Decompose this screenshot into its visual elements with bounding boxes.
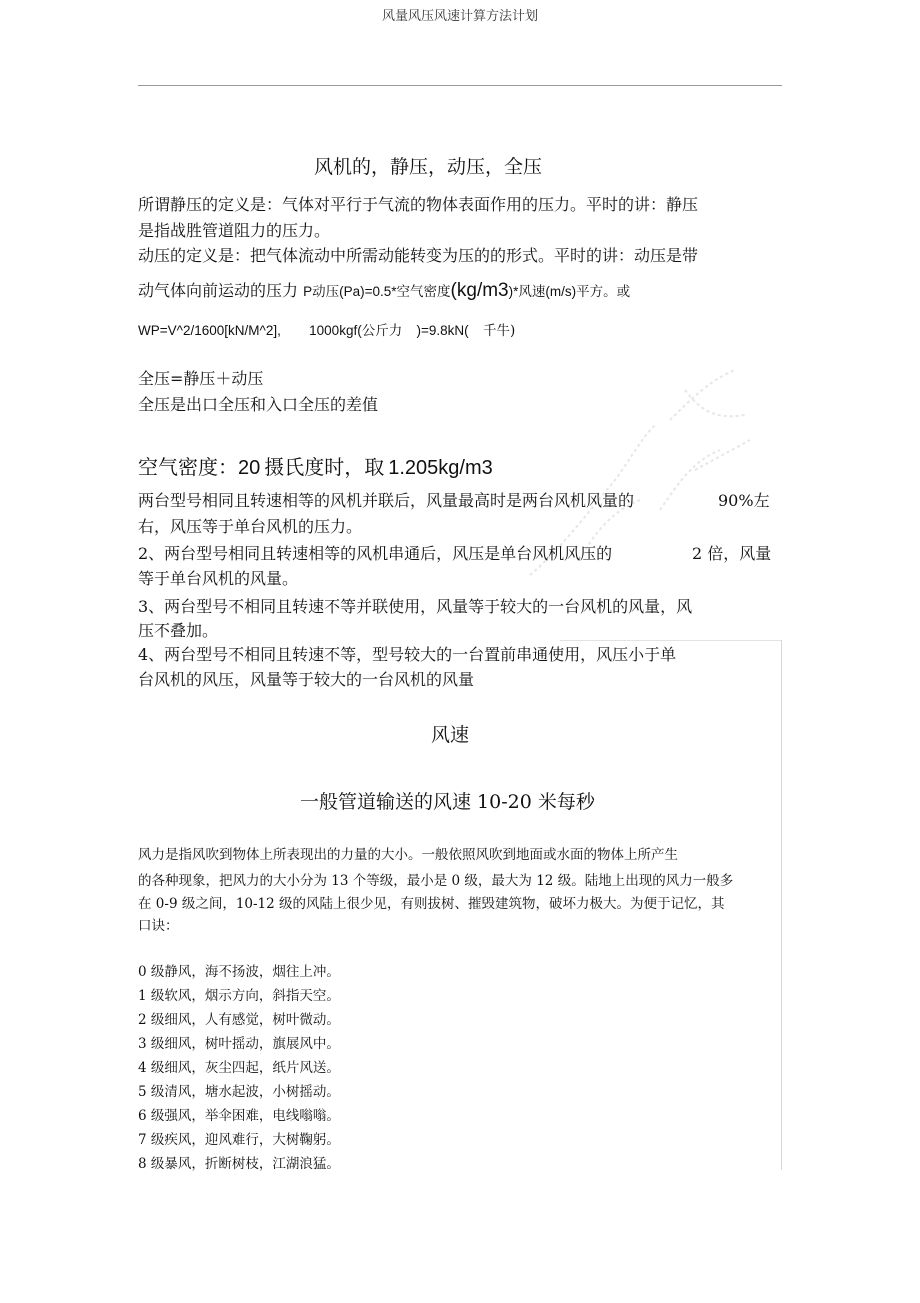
- dynamic-formula-text-e: 空气密度: [396, 284, 451, 300]
- wind-level-1: 1 级软风，烟示方向，斜指天空。: [138, 988, 340, 1004]
- air-density-text-a: 空气密度：: [138, 455, 238, 479]
- wind-level-4: 4 级细风，灰尘四起，纸片风送。: [138, 1060, 340, 1076]
- section-title-wind-speed: 风速: [431, 724, 470, 746]
- air-density-text-c: 摄氏度时，取: [264, 455, 385, 479]
- dynamic-formula-text-b: P: [303, 284, 313, 299]
- fan-rule-4-line1: 4、两台型号不相同且转速不等，型号较大的一台置前串通使用，风压小于单: [138, 645, 677, 664]
- dynamic-formula-text-c: 动压: [312, 284, 340, 300]
- document-header: 风量风压风速计算方法计划: [381, 9, 538, 24]
- total-pressure-diff: 全压是出口全压和入口全压的差值: [138, 395, 379, 414]
- dynamic-formula-text-h: 风速: [518, 284, 546, 300]
- section-title-pressure: 风机的，静压，动压，全压: [314, 156, 543, 178]
- dynamic-formula-text-j: 平方。或: [576, 284, 631, 300]
- air-density-text-b: 20: [238, 457, 261, 479]
- fan-rule-4-line2: 台风机的风压，风量等于较大的一台风机的风量: [138, 670, 475, 689]
- formula-text-b: 1000kgf(: [309, 323, 362, 338]
- wind-level-8: 8 级暴风，折断树枝，江湖浪猛。: [138, 1156, 340, 1172]
- dynamic-formula-text-i: (m/s): [545, 284, 577, 299]
- wind-force-para-line1: 风力是指风吹到物体上所表现出的力量的大小。一般依照风吹到地面或水面的物体上所产生: [138, 847, 678, 863]
- formula-text-a: WP=V^2/1600[kN/M^2],: [138, 323, 281, 338]
- dynamic-formula-text-d: (Pa)=0.5*: [339, 284, 397, 299]
- air-density-heading: [138, 451, 493, 480]
- dynamic-formula-text-a: 动气体向前运动的压力: [138, 281, 299, 300]
- fan-rule-2-line1a: 2、两台型号相同且转速相等的风机串通后，风压是单台风机风压的: [138, 544, 613, 563]
- wind-speed-subtitle: 一般管道输送的风速 10-20 米每秒: [300, 791, 595, 813]
- static-pressure-def-line1: 所谓静压的定义是：气体对平行于气流的物体表面作用的压力。平时的讲：静压: [138, 195, 699, 214]
- dynamic-pressure-formula-line: [138, 278, 630, 302]
- wind-pressure-formula-line: [138, 319, 515, 339]
- dynamic-formula-text-f: (kg/m3: [450, 280, 509, 301]
- header-rule: [138, 85, 782, 86]
- wind-level-5: 5 级清风，塘水起波，小树摇动。: [138, 1084, 340, 1100]
- fan-rule-3-line2: 压不叠加。: [138, 621, 219, 640]
- fan-rule-1-line1b: 90%左: [718, 491, 770, 510]
- fan-rule-2-line2: 等于单台风机的风量。: [138, 569, 299, 588]
- static-pressure-def-line2: 是指战胜管道阻力的压力。: [138, 221, 331, 240]
- wind-force-para-line4: 口诀：: [138, 918, 179, 934]
- wind-level-0: 0 级静风，海不扬波，烟往上冲。: [138, 964, 340, 980]
- wind-force-para-line3: 在 0-9 级之间，10-12 级的风陆上很少见，有则拔树、摧毁建筑物，破坏力极大。为便于记忆，其: [138, 896, 725, 912]
- total-pressure-def: 全压=静压＋动压: [138, 369, 264, 388]
- frame-top-line: [560, 640, 781, 641]
- formula-text-d: )=9.8kN(: [416, 323, 469, 338]
- fan-rule-1-line2: 右，风压等于单台风机的压力。: [138, 517, 363, 536]
- formula-text-e: 千牛): [482, 323, 516, 339]
- frame-right-line: [781, 640, 782, 1170]
- fan-rule-2-line1b: 2 倍，风量: [692, 544, 772, 563]
- wind-level-2: 2 级细风，人有感觉，树叶微动。: [138, 1012, 340, 1028]
- fan-rule-3-line1: 3、两台型号不相同且转速不等并联使用，风量等于较大的一台风机的风量，风: [138, 597, 693, 616]
- dynamic-pressure-def-line1: 动压的定义是：把气体流动中所需动能转变为压的的形式。平时的讲：动压是带: [138, 246, 699, 265]
- wind-level-7: 7 级疾风，迎风难行，大树鞠躬。: [138, 1132, 340, 1148]
- wind-level-3: 3 级细风，树叶摇动，旗展风中。: [138, 1036, 340, 1052]
- wind-force-para-line2: 的各种现象，把风力的大小分为 13 个等级，最小是 0 级，最大为 12 级。陆地上出现的风力一般多: [138, 873, 734, 889]
- dynamic-formula-text-g: )*: [508, 284, 519, 299]
- fan-rule-1-line1a: 两台型号相同且转速相等的风机并联后，风量最高时是两台风机风量的: [138, 491, 635, 510]
- air-density-text-d: 1.205kg/m3: [388, 457, 493, 479]
- formula-text-c: 公斤力: [361, 323, 403, 339]
- wind-level-6: 6 级强风，举伞困难，电线嗡嗡。: [138, 1108, 340, 1124]
